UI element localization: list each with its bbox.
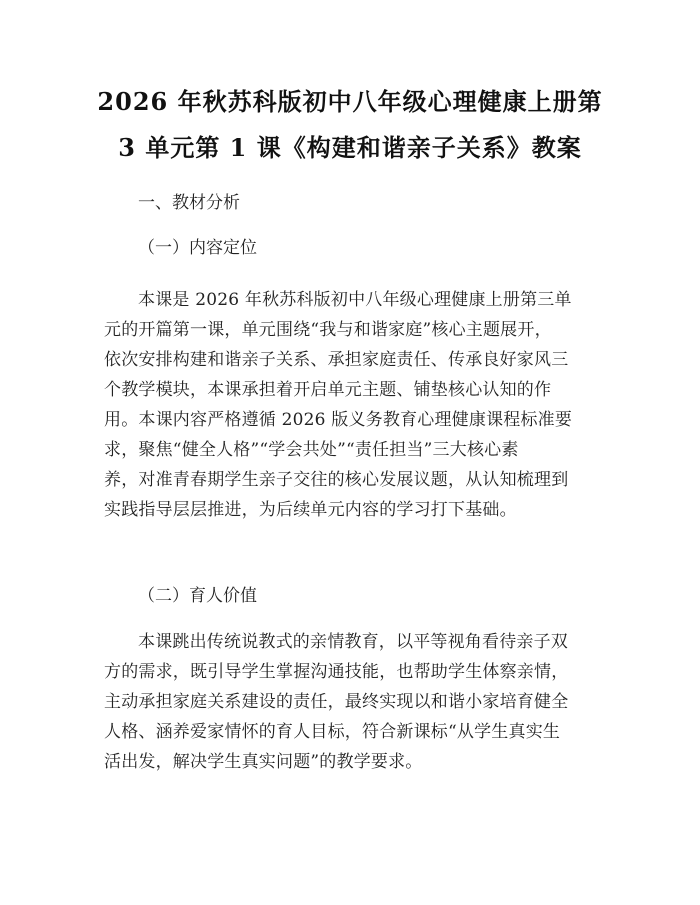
paragraph-line: 活出发，解决学生真实问题”的教学要求。: [104, 752, 423, 772]
paragraph-line: 本课是 2026 年秋苏科版初中八年级心理健康上册第三单: [138, 290, 572, 310]
paragraph-line: 用。本课内容严格遵循 2026 版义务教育心理健康课程标准要: [104, 410, 573, 430]
paragraph-line: 元的开篇第一课，单元围绕“我与和谐家庭”核心主题展开，: [104, 320, 552, 340]
paragraph-line: 本课跳出传统说教式的亲情教育，以平等视角看待亲子双: [138, 632, 568, 652]
paragraph-line: 求，聚焦“健全人格”“学会共处”“责任担当”三大核心素: [104, 440, 519, 460]
paragraph-line: 方的需求，既引导学生掌握沟通技能，也帮助学生体察亲情，: [104, 662, 569, 682]
paragraph-line: 养，对准青春期学生亲子交往的核心发展议题，从认知梳理到: [104, 470, 569, 490]
paragraph-line: 个教学模块，本课承担着开启单元主题、铺垫核心认知的作: [104, 380, 552, 400]
paragraph-line: 依次安排构建和谐亲子关系、承担家庭责任、传承良好家风三: [104, 350, 569, 370]
paragraph-line: 主动承担家庭关系建设的责任，最终实现以和谐小家培育健全: [104, 692, 569, 712]
subsection-heading-educational-value: （二）育人价值: [138, 586, 257, 606]
subsection-heading-content-positioning: （一）内容定位: [138, 238, 257, 258]
document-title-line-1: 2026 年秋苏科版初中八年级心理健康上册第: [97, 87, 603, 116]
paragraph-line: 人格、涵养爱家情怀的育人目标，符合新课标“从学生真实生: [104, 722, 561, 742]
paragraph-line: 实践指导层层推进，为后续单元内容的学习打下基础。: [104, 500, 517, 520]
section-heading-teaching-material-analysis: 一、教材分析: [138, 193, 240, 213]
document-title-line-2: 3 单元第 1 课《构建和谐亲子关系》教案: [118, 133, 582, 162]
